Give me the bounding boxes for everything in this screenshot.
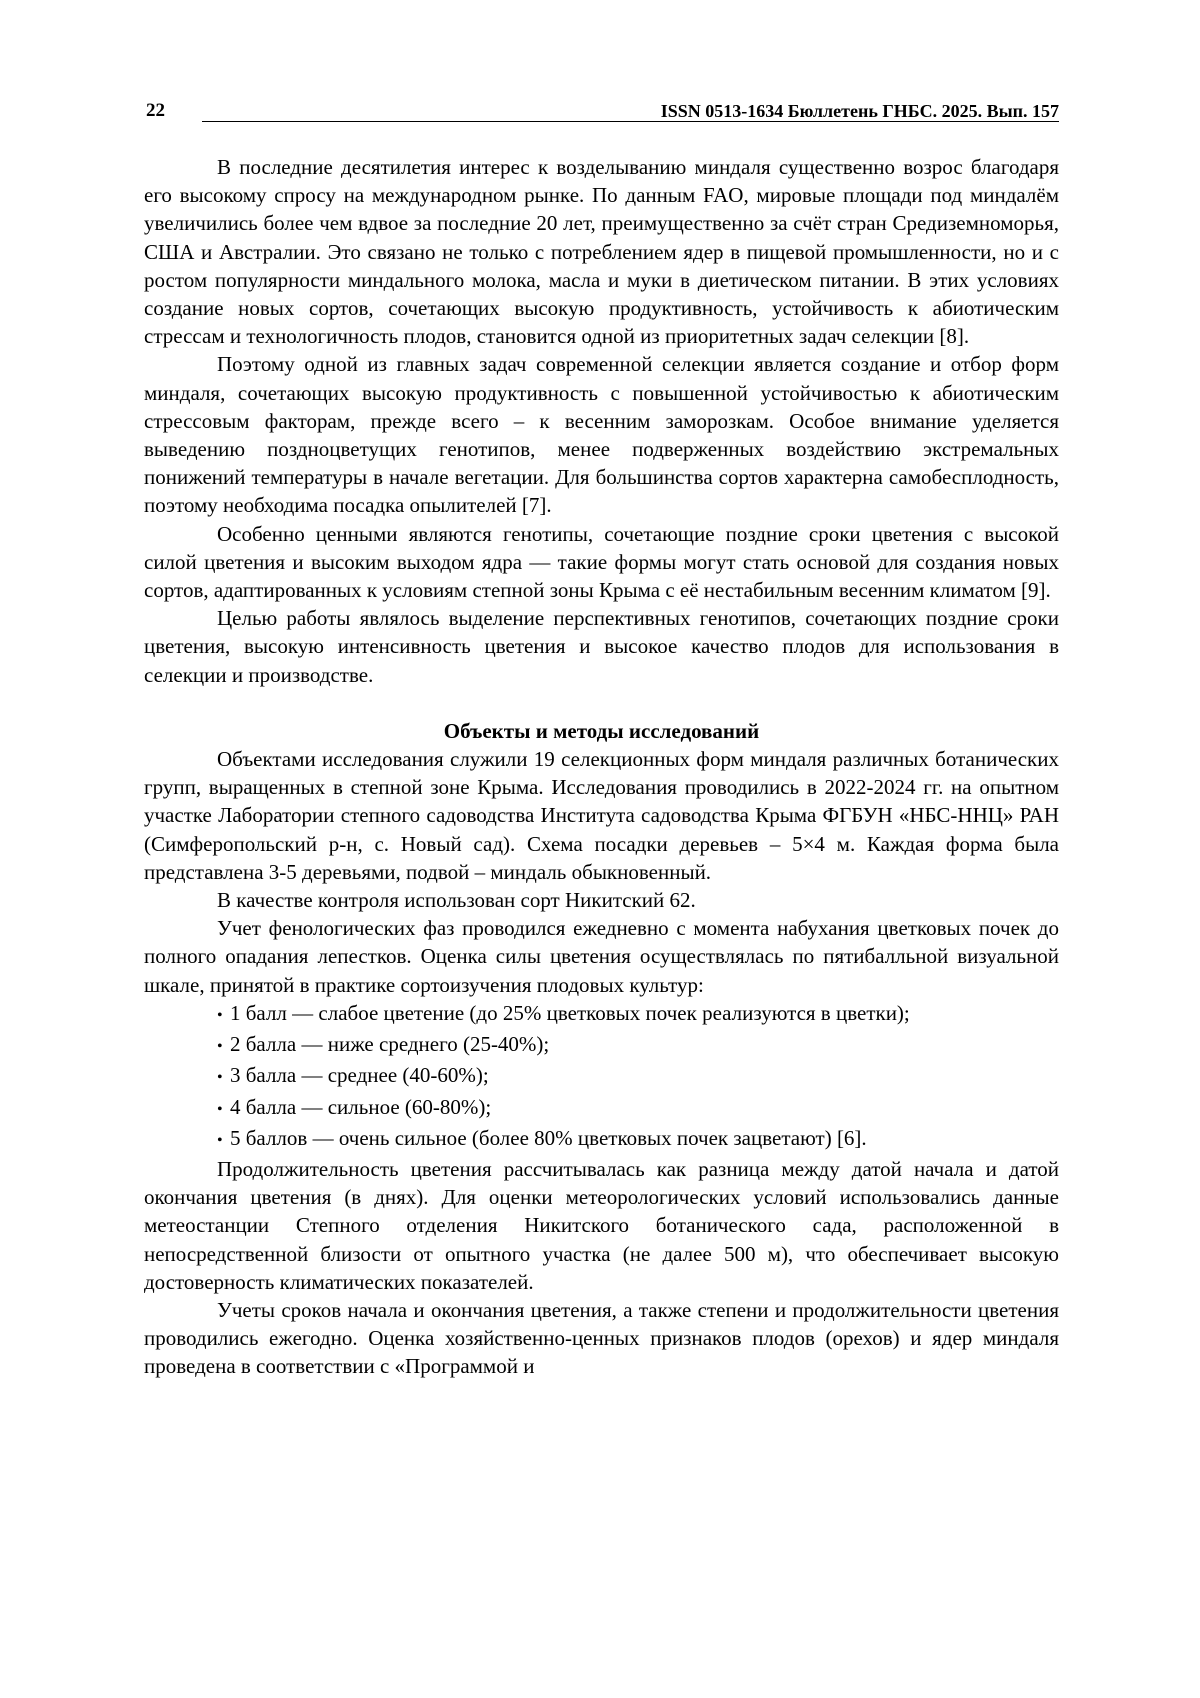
paragraph-phenology: Учет фенологических фаз проводился ежедневно с момента набухания цветковых почек до полного опадания лепестков. Оценка силы цветения осуществлялась по пятибалльной визуальной шкале, принятой в практике сортоизучения плодовых культур: [144, 916, 1059, 997]
list-item-text: 4 балла — сильное (60-80%); [230, 1094, 492, 1119]
paragraph-intro-3: Особенно ценными являются генотипы, сочетающие поздние сроки цветения с высокой силой цветения и высоким выходом ядра — такие формы могут стать основой для создания новых сортов, адаптированных к условиям степной зоны Крыма с её нестабильным весенним климатом [9]. [144, 521, 1059, 603]
bullet-icon: • [217, 1069, 223, 1087]
paragraph-control: В качестве контроля использован сорт Никитский 62. [217, 888, 696, 913]
bullet-icon: • [217, 1006, 223, 1024]
paragraph-intro-2: Поэтому одной из главных задач современной селекции является создание и отбор форм миндаля, сочетающих высокую продуктивность с повышенной устойчивостью к абиотическим стрессовым факторам, прежде всего – к весенним заморозкам. Особое внимание уделяется выведению поздноцветущих генотипов, менее подверженных воздействию экстремальных понижений температуры в начале вегетации. Для большинства сортов характерна самобесплодность, поэтому необходима посадка опылителей [7]. [144, 352, 1059, 518]
list-item [144, 1030, 1059, 1061]
running-header [146, 96, 1059, 124]
section-heading: Объекты и методы исследований [443, 718, 760, 743]
list-item-text: 1 балл — слабое цветение (до 25% цветковых почек реализуются в цветки); [230, 1000, 910, 1025]
list-item-text: 5 баллов — очень сильное (более 80% цветковых почек зацветают) [6]. [230, 1125, 867, 1150]
list-item-text: 2 балла — ниже среднего (25-40%); [230, 1032, 550, 1057]
bullet-icon: • [217, 1038, 223, 1056]
list-item [144, 1093, 1059, 1124]
list-item [144, 999, 1059, 1030]
bullet-icon: • [217, 1131, 223, 1149]
body-text [144, 153, 1059, 1381]
journal-citation: ISSN 0513-1634 Бюллетень ГНБС. 2025. Вып. 157 [660, 101, 1059, 121]
flowering-scale-list [144, 999, 1059, 1155]
paragraph-intro-4: Целью работы являлось выделение перспективных генотипов, сочетающих поздние сроки цветения, высокую интенсивность цветения и высокое качество плодов для использования в селекции и производстве. [144, 606, 1059, 687]
page-number: 22 [146, 100, 165, 121]
paragraph-records: Учеты сроков начала и окончания цветения, а также степени и продолжительности цветения проводились ежегодно. Оценка хозяйственно-ценных признаков плодов (орехов) и ядер миндаля проведена в соответствии с «Программой и [144, 1297, 1059, 1379]
paragraph-intro-1: В последние десятилетия интерес к возделыванию миндаля существенно возрос благодаря его высокому спросу на международном рынке. По данным FAO, мировые площади под миндалём увеличились более чем вдвое за последние 20 лет, преимущественно за счёт стран Средиземноморья, США и Австралии. Это связано не только с потреблением ядер в пищевой промышленности, но и с ростом популярности миндального молока, масла и муки в диетическом питании. В этих условиях создание новых сортов, сочетающих высокую продуктивность, устойчивость к абиотическим стрессам и технологичность плодов, становится одной из приоритетных задач селекции [8]. [144, 155, 1059, 349]
list-item-text: 3 балла — среднее (40-60%); [230, 1063, 489, 1088]
list-item [144, 1061, 1059, 1092]
paragraph-objects: Объектами исследования служили 19 селекционных форм миндаля различных ботанических групп, выращенных в степной зоне Крыма. Исследования проводились в 2022-2024 гг. на опытном участке Лаборатории степного садоводства Института садоводства Крыма ФГБУН «НБС-ННЦ» РАН (Симферопольский р-н, с. Новый сад). Схема посадки деревьев – 5×4 м. Каждая форма была представлена 3-5 деревьями, подвой – миндаль обыкновенный. [144, 747, 1059, 884]
paragraph-duration: Продолжительность цветения рассчитывалась как разница между датой начала и датой окончания цветения (в днях). Для оценки метеорологических условий использовались данные метеостанции Степного отделения Никитского ботанического сада, расположенной в непосредственной близости от опытного участка (не далее 500 м), что обеспечивает высокую достоверность климатических показателей. [144, 1156, 1059, 1294]
bullet-icon: • [217, 1100, 223, 1118]
list-item [144, 1124, 1059, 1155]
